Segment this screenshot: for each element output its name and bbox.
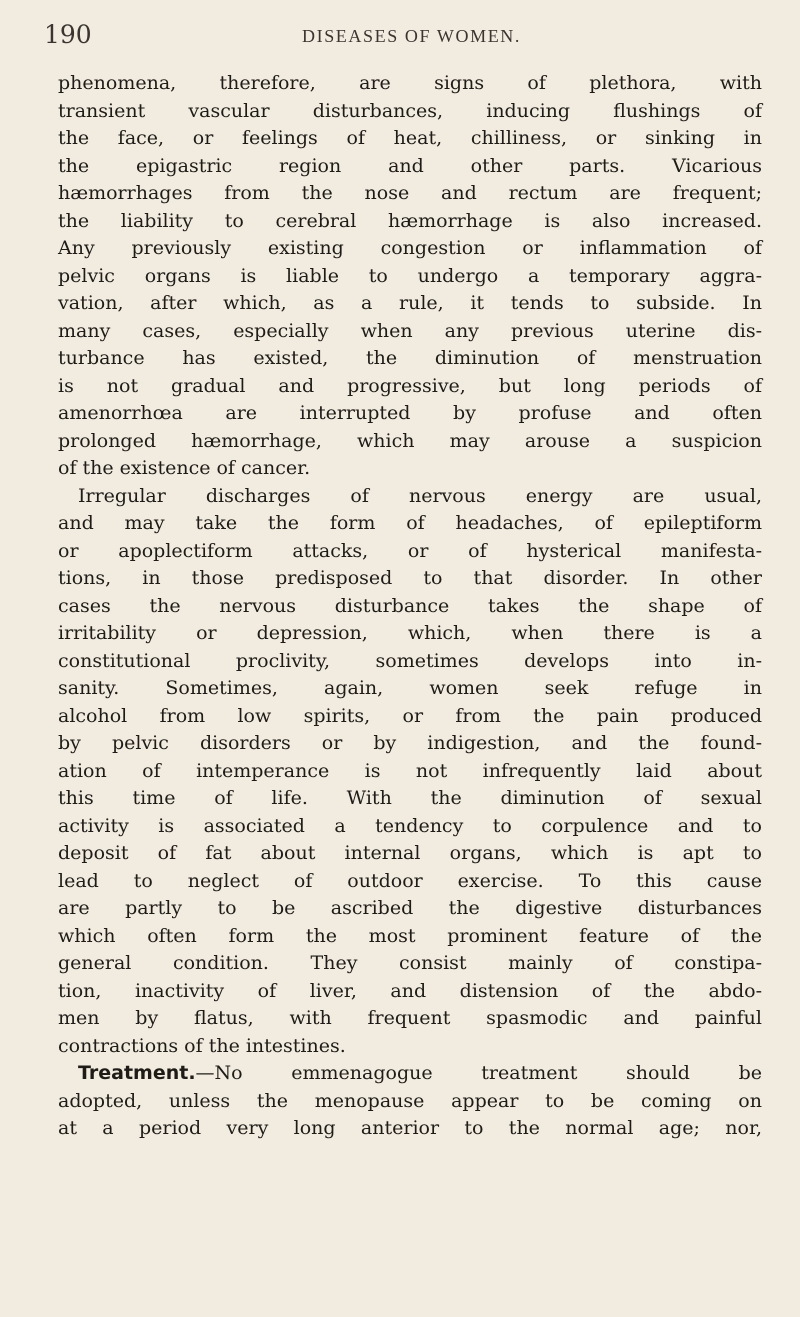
- text-line: cases the nervous disturbance takes the shape of: [58, 594, 762, 617]
- text-line: transient vascular disturbances, inducing flushings of: [58, 99, 762, 122]
- text-line: by pelvic disorders or by indigestion, and the found-: [58, 732, 762, 754]
- text-line: contractions of the intestines.: [58, 1034, 346, 1057]
- text-line: hæmorrhages from the nose and rectum are frequent;: [58, 182, 762, 204]
- text-line: pelvic organs is liable to undergo a temporary aggra-: [58, 264, 762, 287]
- text-line: of the existence of cancer.: [58, 457, 311, 479]
- text-line: are partly to be ascribed the digestive disturbances: [58, 897, 762, 919]
- text-line: Any previously existing congestion or inflammation of: [58, 237, 762, 259]
- text-line: alcohol from low spirits, or from the pain produced: [58, 704, 762, 727]
- text-line: amenorrhœa are interrupted by profuse and often: [58, 402, 762, 424]
- text-line: activity is associated a tendency to corpulence and to: [58, 814, 762, 837]
- treatment-text: —No emmenagogue treatment should be: [195, 1062, 762, 1084]
- text-line: adopted, unless the menopause appear to be coming on: [58, 1089, 762, 1112]
- text-line: tion, inactivity of liver, and distension of the abdo-: [58, 979, 762, 1002]
- text-line: at a period very long anterior to the normal age; nor,: [58, 1117, 762, 1139]
- text-line: sanity. Sometimes, again, women seek refuge in: [58, 677, 762, 699]
- text-line: or apoplectiform attacks, or of hysterical manifesta-: [58, 539, 762, 562]
- text-line: the epigastric region and other parts. Vicarious: [58, 154, 762, 177]
- text-line: prolonged hæmorrhage, which may arouse a suspicion: [58, 429, 762, 452]
- text-line: which often form the most prominent feature of the: [58, 924, 762, 947]
- text-line: ation of intemperance is not infrequently laid about: [58, 759, 762, 782]
- paragraph-first-line: Irregular discharges of nervous energy are usual,: [78, 484, 762, 507]
- text-line: irritability or depression, which, when there is a: [58, 622, 762, 644]
- text-line: lead to neglect of outdoor exercise. To this cause: [58, 869, 762, 892]
- running-head: [44, 20, 764, 60]
- text-line: turbance has existed, the diminution of menstruation: [58, 347, 762, 369]
- text-line: general condition. They consist mainly of constipa-: [58, 952, 762, 974]
- text-line: this time of life. With the diminution of sexual: [58, 787, 762, 809]
- text-line: vation, after which, as a rule, it tends to subside. In: [58, 292, 762, 314]
- treatment-line: [58, 1060, 762, 1088]
- running-title: DISEASES OF WOMEN.: [302, 26, 521, 46]
- text-line: tions, in those predisposed to that disorder. In other: [58, 567, 762, 589]
- text-line: phenomena, therefore, are signs of plethora, with: [58, 72, 762, 94]
- text-line: deposit of fat about internal organs, which is apt to: [58, 842, 762, 864]
- text-line: the face, or feelings of heat, chilliness, or sinking in: [58, 127, 762, 149]
- text-line: and may take the form of headaches, of epileptiform: [58, 512, 762, 534]
- text-line: the liability to cerebral hæmorrhage is also increased.: [58, 209, 762, 232]
- text-line: men by flatus, with frequent spasmodic and painful: [58, 1007, 762, 1029]
- text-line: many cases, especially when any previous uterine dis-: [58, 319, 762, 342]
- page-number: 190: [44, 20, 92, 49]
- text-line: is not gradual and progressive, but long periods of: [58, 374, 762, 397]
- treatment-heading: Treatment.: [78, 1062, 196, 1084]
- body-text: [58, 70, 762, 1143]
- text-line: constitutional proclivity, sometimes develops into in-: [58, 649, 762, 672]
